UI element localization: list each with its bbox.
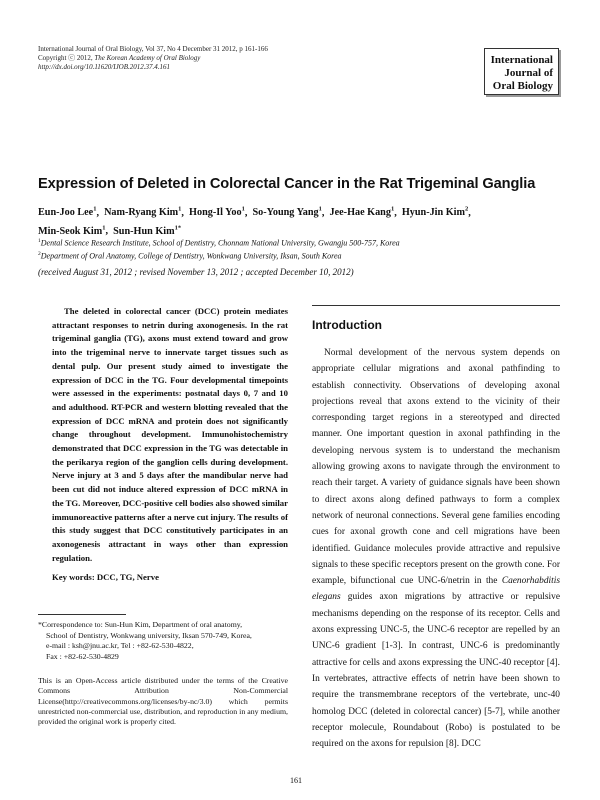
species-name: Caenorhabditis elegans bbox=[312, 576, 560, 603]
received-dates: (received August 31, 2012 ; revised November 13, 2012 ; accepted December 10, 2012) bbox=[38, 267, 354, 277]
keywords: Key words: DCC, TG, Nerve bbox=[52, 572, 159, 582]
section-heading-introduction: Introduction bbox=[312, 318, 382, 332]
copyright-line: Copyright ⓒ 2012, The Korean Academy of Oral Biology bbox=[38, 54, 201, 62]
author: Hong-Il Yoo$^1$ bbox=[189, 206, 245, 219]
section-divider bbox=[312, 305, 560, 306]
footnote-divider bbox=[38, 614, 126, 615]
abstract: The deleted in colorectal cancer (DCC) protein mediates attractant responses to netrin during axonogenesis. In the rat trigeminal ganglia (TG), axons must extend toward and grow into the trigeminal nerve to innervate target tissues such as dental pulp. Our present study aimed to investigate the expression of DCC in the TG. Four developmental timepoints were assessed in the experiments: postnatal days 0, 7 and 10 and adulthood. RT-PCR and western blotting revealed that the expression of DCC mRNA and protein does not significantly change throughout development. Immunohistochemistry demonstrated that DCC expression in the TG was detectable in the perikarya region of the ganglion cells during development. Nerve injury at 3 and 5 days after the mandibular nerve had been cut did not induce altered expression of DCC mRNA in the TG. Moreover, DCC-positive cell bodies also showed similar immunoreactive patterns after a nerve cut injury. The results of this study suggest that DCC constitutively participates in an axonogenesis attractant in ways other than expression regulation. bbox=[52, 306, 288, 563]
affiliations bbox=[38, 236, 568, 262]
page-number: 161 bbox=[290, 776, 302, 785]
correspondence-note: *Correspondence to: Sun-Hun Kim, Department of oral anatomy, School of Dentistry, Wonkwang university, Iksan 570-749, Korea, e-mail : ksh@jnu.ac.kr, Tel : +82-62-530-4822, Fax : +82-62-530-4829 bbox=[38, 620, 252, 661]
license-statement: This is an Open-Access article distributed under the terms of the Creative Commons Attribution Non-Commercial License(http://creativecommons.org/licenses/by-nc/3.0) which permits unrestricted non-commercial use, distribution, and reproduction in any medium, provided the original work is properly cited. bbox=[38, 676, 288, 727]
author: So-Young Yang$^1$ bbox=[252, 206, 322, 219]
author: Sun-Hun Kim$^{1*}$ bbox=[113, 224, 182, 237]
running-header bbox=[38, 45, 268, 72]
author: Jee-Hae Kang$^1$ bbox=[329, 206, 395, 219]
journal-logo-box: International Journal of Oral Biology bbox=[484, 48, 559, 95]
journal-citation: International Journal of Oral Biology, Vol 37, No 4 December 31 2012, p 161-166 bbox=[38, 45, 268, 53]
article-title: Expression of Deleted in Colorectal Cancer in the Rat Trigeminal Ganglia bbox=[38, 176, 536, 192]
affiliation: $^1$Dental Science Research Institute, School of Dentistry, Chonnam National University, Gwangju 500-757, Korea bbox=[38, 238, 400, 248]
affiliation: $^2$Department of Oral Anatomy, College of Dentistry, Wonkwang University, Iksan, South Korea bbox=[38, 251, 342, 261]
introduction-text: Normal development of the nervous system depends on appropriate cellular migrations and axonal pathfinding to establish connectivity. Observations of developing axonal projections reveal that axons extend to the vicinity of their corresponding target regions in a stereotyped and directed manner. One important question in axonal pathfinding in the developing nervous system is to understand the mechanism allowing growing axons to navigate through the environment to reach their target. A variety of guidance signals have been shown to direct axons along defined pathways to form a complex network of neuronal connections. Several gene families encoding cues for axonal growth cone and cell migrations have been identified. Guidance molecules provide attractive and repulsive signals to these specific receptors present on the growth cone. For example, bifunctional cue UNC-6/netrin in the Caenorhabditis elegans guides axon migrations by attractive or repulsive mechanisms depending on the response of its receptor. Cells and axons expressing UNC-5, the UNC-6 receptor are repelled by an UNC-6 gradient [1-3]. In contrast, UNC-6 is predominantly attractive for cells and axons expressing the UNC-40 receptor [4]. In vertebrates, attractive effects of netrin have been shown to require the transmembrane receptors of the vertebrate, unc-40 homolog DCC (deleted in colorectal cancer) [5-7], while another receptor molecule, Roundabout (Robo) is postulated to be required on the axons for repulsion [8]. DCC bbox=[312, 348, 560, 750]
doi-link[interactable]: http://dx.doi.org/10.11620/IJOB.2012.37.4.161 bbox=[38, 63, 171, 71]
author: Hyun-Jin Kim$^2$ bbox=[401, 206, 469, 219]
academy-name: The Korean Academy of Oral Biology bbox=[94, 54, 201, 62]
author: Eun-Joo Lee$^1$ bbox=[38, 206, 97, 219]
author: Nam-Ryang Kim$^1$ bbox=[104, 206, 182, 219]
author-list: Eun-Joo Lee$^1$, Nam-Ryang Kim$^1$, Hong-Il Yoo$^1$, So-Young Yang$^1$, Jee-Hae Kang$^1$, Hyun-Jin Kim$^2$, Min-Seok Kim$^1$, Sun-Hun Kim$^{1*}$ bbox=[38, 206, 471, 237]
author: Min-Seok Kim$^1$ bbox=[38, 224, 106, 237]
